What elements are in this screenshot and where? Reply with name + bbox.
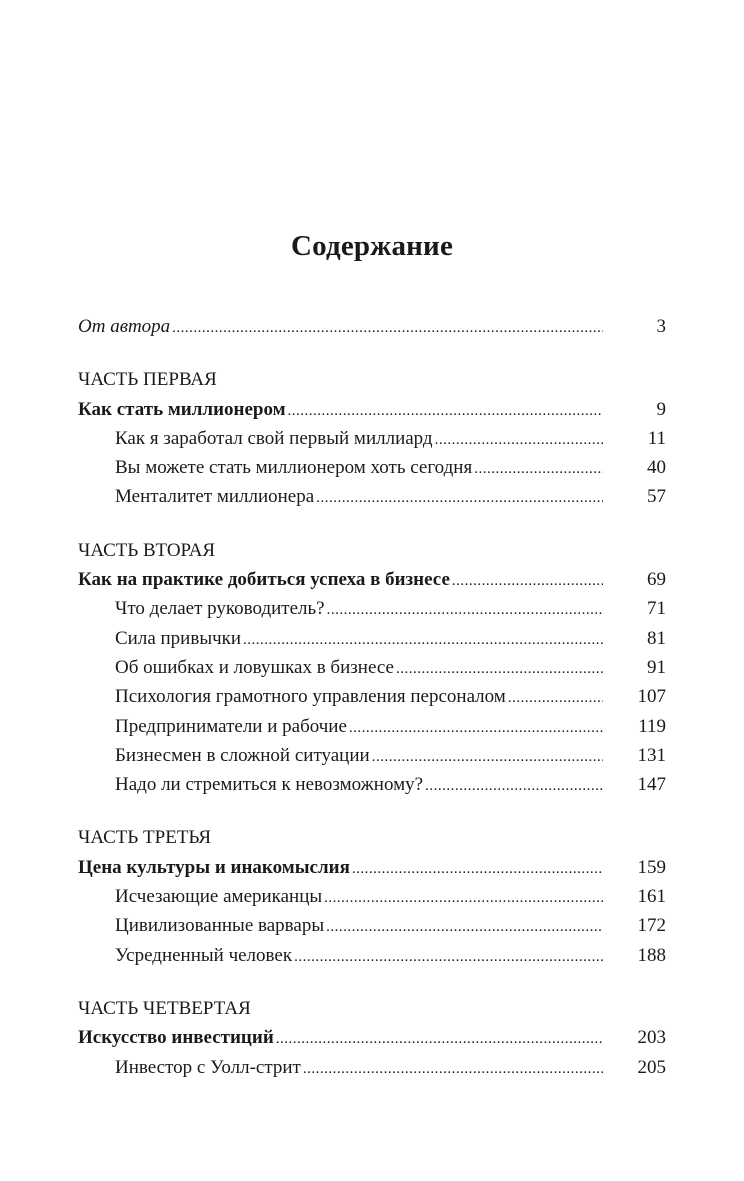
toc-chapter-entry[interactable]: [78, 565, 666, 594]
toc-entry-label: От автора: [78, 316, 171, 337]
toc-entry-label: Что делает руководитель?: [115, 598, 325, 620]
toc-page-number: 107: [637, 686, 666, 708]
toc-part-section: [78, 536, 666, 800]
dot-leader: [288, 397, 603, 426]
toc-entry[interactable]: [78, 424, 666, 453]
dot-leader: [303, 1055, 603, 1084]
toc-entry[interactable]: [78, 453, 666, 482]
dot-leader: [324, 884, 603, 913]
dot-leader: [396, 655, 603, 684]
toc-entry[interactable]: [78, 682, 666, 711]
toc-entry[interactable]: [78, 624, 666, 653]
toc-page-number: 3: [656, 316, 666, 337]
toc-page-number: 205: [637, 1056, 666, 1078]
table-of-contents: [78, 312, 666, 1106]
dot-leader: [435, 426, 603, 455]
toc-page-number: 172: [637, 915, 666, 937]
toc-entry-label: Исчезающие американцы: [115, 886, 323, 908]
page-title: Содержание: [290, 230, 454, 262]
toc-entry-label: Предприниматели и рабочие: [115, 715, 347, 737]
toc-entry[interactable]: [78, 482, 666, 511]
toc-entry-label: Психология грамотного управления персоналом: [115, 686, 506, 708]
toc-entry-label: Бизнесмен в сложной ситуации: [115, 744, 370, 766]
toc-entry[interactable]: [78, 712, 666, 741]
toc-entry-intro[interactable]: [78, 312, 666, 341]
dot-leader: [452, 567, 603, 596]
toc-entry-label: Цивилизованные варвары: [115, 915, 325, 937]
toc-page-number: 91: [647, 656, 666, 678]
toc-entry-label: Вы можете стать миллионером хоть сегодня: [115, 457, 473, 479]
toc-entry-label: Об ошибках и ловушках в бизнесе: [115, 656, 394, 678]
toc-entry-label: Усредненный человек: [115, 944, 293, 966]
dot-leader: [352, 855, 603, 884]
toc-page-number: 81: [647, 627, 666, 649]
toc-entry-label: Как стать миллионером: [78, 398, 286, 420]
part-heading: ЧАСТЬ ТРЕТЬЯ: [78, 827, 212, 849]
toc-entry[interactable]: [78, 882, 666, 911]
toc-entry-label: Искусство инвестиций: [78, 1027, 274, 1049]
dot-leader: [327, 596, 603, 625]
toc-chapter-entry[interactable]: [78, 853, 666, 882]
toc-entry-label: Сила привычки: [115, 627, 242, 649]
toc-chapter-entry[interactable]: [78, 395, 666, 424]
toc-page-number: 57: [647, 486, 666, 508]
dot-leader: [372, 743, 603, 772]
part-heading: ЧАСТЬ ЧЕТВЕРТАЯ: [78, 997, 251, 1019]
dot-leader: [425, 772, 603, 801]
toc-page-number: 188: [637, 944, 666, 966]
dot-leader: [243, 626, 603, 655]
toc-entry[interactable]: [78, 653, 666, 682]
toc-part-section: [78, 823, 666, 969]
toc-page-number: 131: [637, 744, 666, 766]
toc-entry-label: Надо ли стремиться к невозможному?: [115, 774, 424, 796]
toc-intro-section: [78, 312, 666, 341]
part-heading: ЧАСТЬ ПЕРВАЯ: [78, 369, 217, 391]
toc-entry[interactable]: [78, 741, 666, 770]
dot-leader: [326, 913, 603, 942]
toc-page-number: 159: [637, 856, 666, 878]
dot-leader: [276, 1025, 603, 1054]
toc-page-number: 119: [638, 715, 666, 737]
toc-entry-label: Цена культуры и инакомыслия: [78, 856, 350, 878]
toc-entry[interactable]: [78, 941, 666, 970]
toc-part-section: [78, 994, 666, 1082]
part-heading: ЧАСТЬ ВТОРАЯ: [78, 539, 216, 561]
dot-leader: [474, 455, 603, 484]
dot-leader: [172, 314, 603, 343]
toc-page-number: 147: [637, 774, 666, 796]
toc-entry-label: Как я заработал свой первый миллиард: [115, 427, 433, 449]
dot-leader: [349, 714, 603, 743]
toc-entry-label: Инвестор с Уолл-стрит: [115, 1056, 301, 1078]
toc-page-number: 40: [647, 457, 666, 479]
toc-page-number: 9: [656, 398, 666, 420]
toc-entry[interactable]: [78, 594, 666, 623]
toc-page-number: 11: [647, 427, 666, 449]
toc-entry[interactable]: [78, 911, 666, 940]
toc-entry[interactable]: [78, 770, 666, 799]
dot-leader: [316, 484, 603, 513]
toc-page-number: 203: [637, 1027, 666, 1049]
toc-page-number: 161: [637, 886, 666, 908]
dot-leader: [508, 684, 603, 713]
toc-page-number: 69: [647, 569, 666, 591]
toc-entry-label: Как на практике добиться успеха в бизнесе: [78, 569, 450, 591]
toc-chapter-entry[interactable]: [78, 1023, 666, 1052]
toc-entry[interactable]: [78, 1053, 666, 1082]
toc-part-section: [78, 365, 666, 511]
toc-entry-label: Менталитет миллионера: [115, 486, 315, 508]
toc-page-number: 71: [647, 598, 666, 620]
dot-leader: [294, 943, 603, 972]
